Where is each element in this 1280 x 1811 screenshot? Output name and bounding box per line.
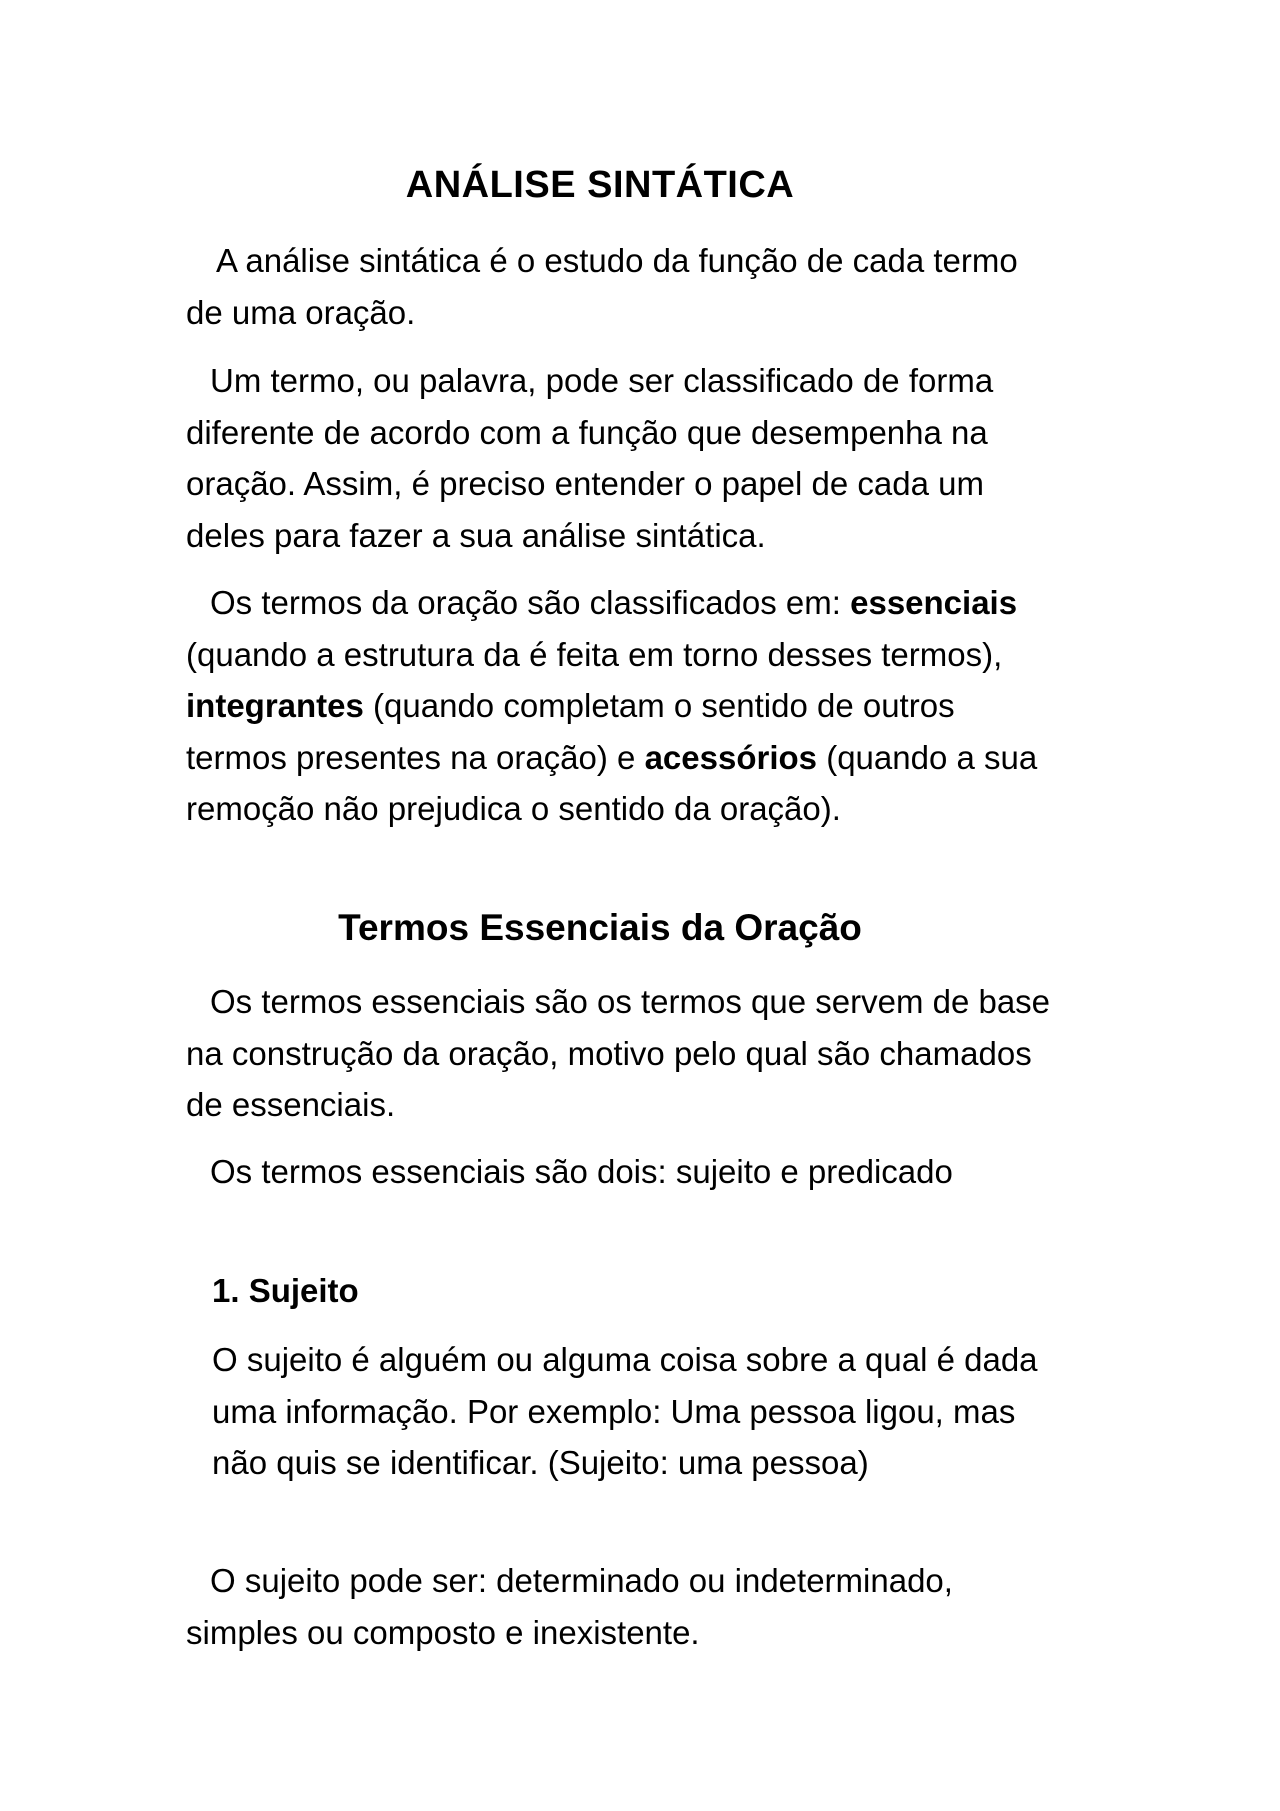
para3-line-1 xyxy=(186,577,1106,629)
two-terms-paragraph xyxy=(186,1146,1106,1198)
para3-line-3 xyxy=(186,680,1106,732)
para4-line-3: de essenciais. xyxy=(186,1086,396,1123)
para3-line-4 xyxy=(186,732,1106,784)
para4-line-1: Os termos essenciais são os termos que servem de base xyxy=(210,983,1051,1020)
item1-line-1: O sujeito é alguém ou alguma coisa sobre a qual é dada xyxy=(212,1341,1038,1378)
para3-line-4-text: termos presentes na oração) e xyxy=(186,738,645,776)
integrantes-term: integrantes xyxy=(186,687,364,724)
acessorios-term: acessórios xyxy=(644,738,818,776)
subject-heading: 1. Sujeito xyxy=(212,1272,359,1309)
para6-line-2: simples ou composto e inexistente. xyxy=(186,1613,700,1651)
item1-line-3: não quis se identificar. (Sujeito: uma pessoa) xyxy=(212,1444,869,1481)
intro-paragraph xyxy=(186,235,1106,338)
para5-line-1: Os termos essenciais são dois: sujeito e predicado xyxy=(210,1153,953,1190)
intro-line-1: A análise sintática é o estudo da função de cada termo xyxy=(216,242,1018,279)
para3-line-2: (quando a estrutura da é feita em torno desses termos), xyxy=(186,635,1003,673)
para3-line-1-text: Os termos da oração são classificados em: xyxy=(210,584,851,621)
para6-line-1: O sujeito pode ser: determinado ou indeterminado, xyxy=(210,1562,953,1599)
subject-definition xyxy=(212,1334,1112,1489)
essenciais-term: essenciais xyxy=(850,584,1018,621)
para2-line-3: oração. Assim, é preciso entender o papel de cada um xyxy=(186,465,984,502)
classification-paragraph xyxy=(186,577,1106,835)
para3-line-4-tail: (quando a sua xyxy=(817,738,1038,776)
para4-line-2: na construção da oração, motivo pelo qual são chamados xyxy=(186,1034,1032,1072)
para2-line-1: Um termo, ou palavra, pode ser classificado de forma xyxy=(210,362,994,399)
document-title: ANÁLISE SINTÁTICA xyxy=(405,164,795,206)
item1-line-2: uma informação. Por exemplo: Uma pessoa ligou, mas xyxy=(212,1392,1016,1430)
para3-line-3-text: (quando completam o sentido de outros xyxy=(363,687,955,724)
intro-line-2: de uma oração. xyxy=(186,293,416,331)
para2-line-4: deles para fazer a sua análise sintática. xyxy=(186,516,766,554)
essential-terms-paragraph xyxy=(186,976,1106,1131)
section-title: Termos Essenciais da Oração xyxy=(338,907,862,948)
para3-line-5: remoção não prejudica o sentido da oração). xyxy=(186,790,841,827)
para2-line-2: diferente de acordo com a função que desempenha na xyxy=(186,413,988,451)
term-definition-paragraph xyxy=(186,355,1106,561)
subject-types-paragraph xyxy=(186,1555,1106,1658)
